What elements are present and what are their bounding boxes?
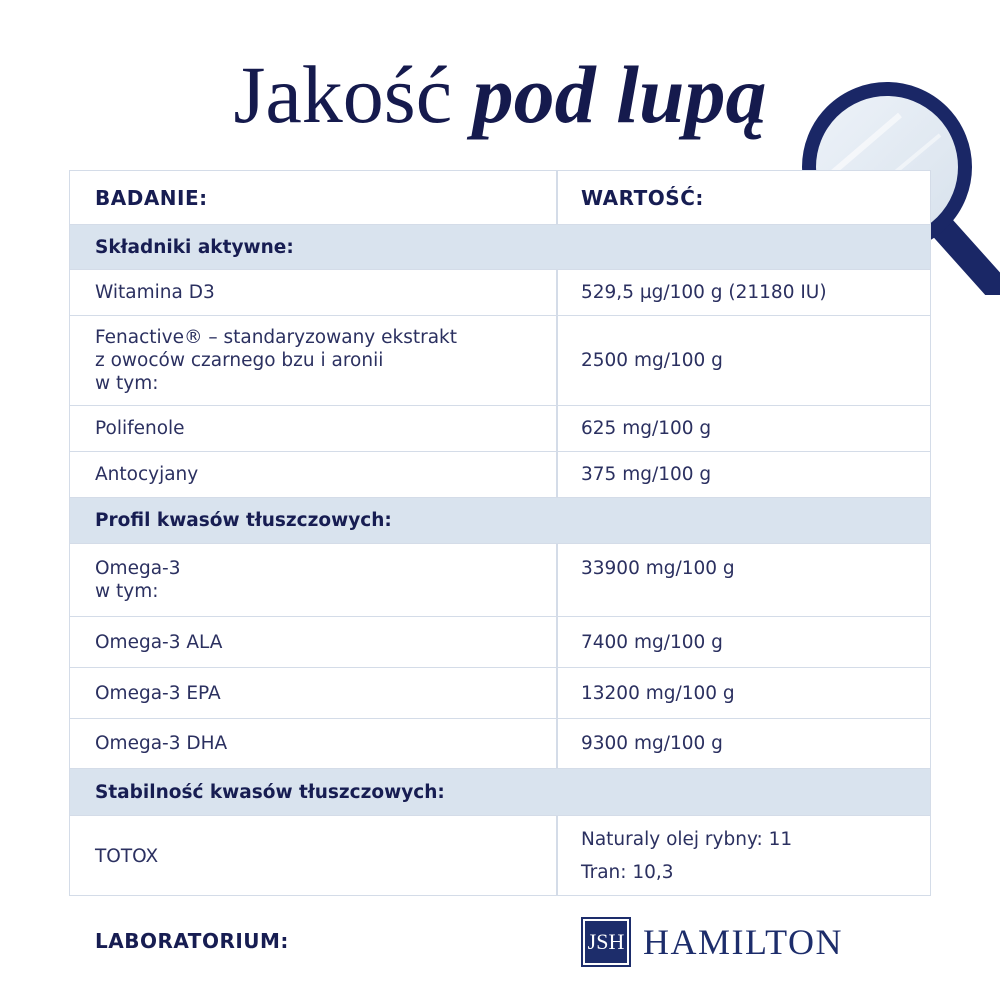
- row-value: 625 mg/100 g: [581, 418, 712, 439]
- row-name-line: w tym:: [95, 581, 159, 602]
- section-title: Stabilność kwasów tłuszczowych:: [95, 781, 445, 803]
- row-value: 375 mg/100 g: [581, 464, 712, 485]
- table-row: [70, 544, 930, 617]
- column-divider: [556, 668, 558, 718]
- row-name: Antocyjany: [95, 464, 199, 485]
- row-name-line: Omega-3: [95, 558, 181, 579]
- row-value: [581, 816, 792, 896]
- column-divider: [556, 270, 558, 315]
- table-row: [70, 668, 930, 719]
- table-row: [70, 406, 930, 452]
- row-name: Omega-3 DHA: [95, 733, 228, 754]
- table-header-row: [70, 171, 930, 225]
- header-col-value: WARTOŚĆ:: [581, 185, 704, 210]
- column-divider: [556, 406, 558, 451]
- section-title: Profil kwasów tłuszczowych:: [95, 510, 392, 531]
- table-row: [70, 270, 930, 316]
- row-name: TOTOX: [95, 845, 159, 867]
- logo-mark: JSH: [581, 917, 631, 967]
- column-divider: [556, 816, 558, 896]
- row-value: 9300 mg/100 g: [581, 733, 723, 754]
- row-name-line: z owoców czarnego bzu i aronii: [95, 350, 384, 371]
- title-regular: Jakość: [233, 49, 453, 140]
- title-emphasis: pod lupą: [472, 49, 767, 140]
- column-divider: [556, 452, 558, 497]
- row-name: Omega-3 ALA: [95, 631, 223, 653]
- column-divider: [556, 719, 558, 768]
- laboratory-label: LABORATORIUM:: [95, 929, 289, 953]
- row-value: 7400 mg/100 g: [581, 631, 723, 653]
- column-divider: [556, 171, 558, 224]
- column-divider: [556, 544, 558, 616]
- table-row: [70, 816, 930, 896]
- row-value-line: Naturaly olej rybny: 11: [581, 829, 793, 850]
- quality-table: [69, 170, 931, 896]
- section-row-stability: [70, 769, 930, 816]
- row-name: Witamina D3: [95, 282, 215, 303]
- row-name-line: w tym:: [95, 373, 159, 394]
- logo-text: HAMILTON: [643, 922, 844, 962]
- section-title: Składniki aktywne:: [95, 236, 294, 258]
- row-value: 529,5 µg/100 g (21180 IU): [581, 282, 827, 303]
- table-row: [70, 719, 930, 769]
- row-name: Polifenole: [95, 418, 185, 439]
- row-name-line: Fenactive® – standaryzowany ekstrakt: [95, 327, 458, 348]
- section-row-active: [70, 225, 930, 270]
- column-divider: [556, 617, 558, 667]
- row-name: [95, 316, 457, 405]
- row-value: 2500 mg/100 g: [581, 350, 723, 371]
- row-value: 13200 mg/100 g: [581, 682, 735, 704]
- row-name: Omega-3 EPA: [95, 682, 221, 704]
- table-row: [70, 452, 930, 498]
- row-value-line: Tran: 10,3: [581, 862, 674, 883]
- row-name: [95, 544, 181, 603]
- column-divider: [556, 316, 558, 405]
- row-value: 33900 mg/100 g: [581, 558, 735, 579]
- table-row: [70, 316, 930, 406]
- header-col-test: BADANIE:: [95, 185, 208, 210]
- table-row: [70, 617, 930, 668]
- hamilton-logo: [581, 917, 843, 967]
- section-row-fatty-acids: [70, 498, 930, 544]
